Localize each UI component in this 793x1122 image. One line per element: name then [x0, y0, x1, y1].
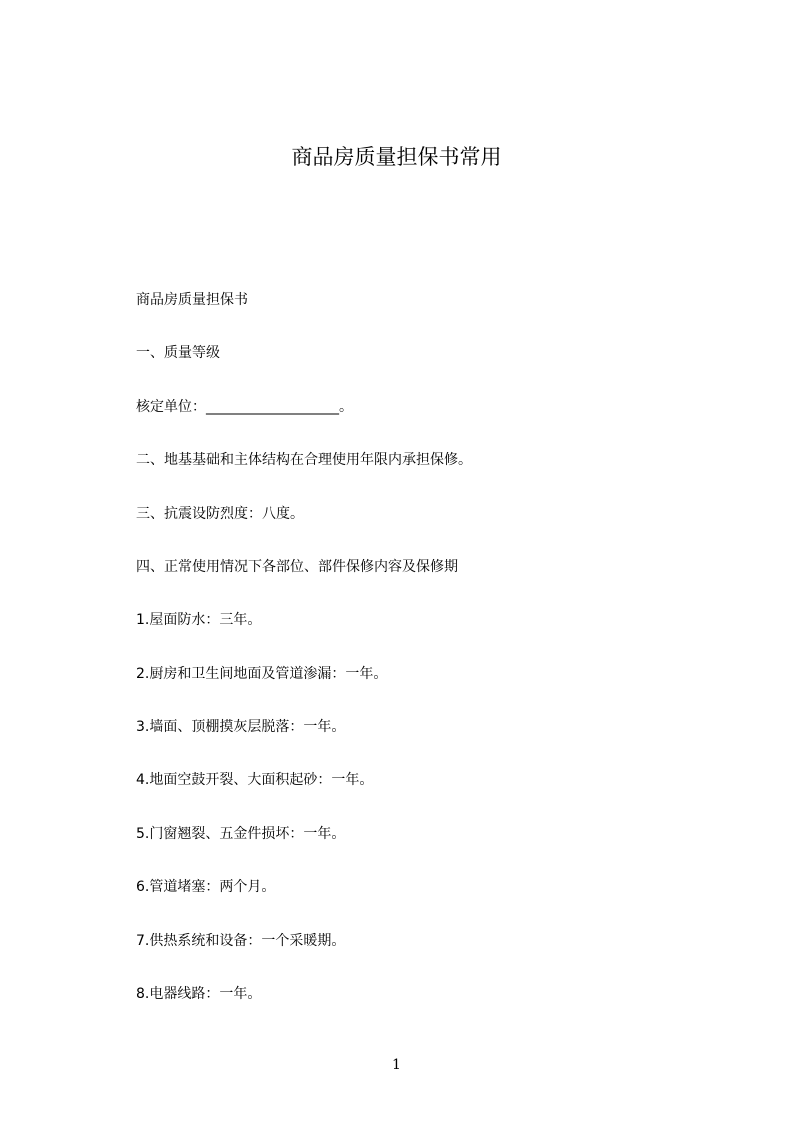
document-title: 商品房质量担保书常用 — [291, 145, 502, 169]
clause-warranty-heading: 四、正常使用情况下各部位、部件保修内容及保修期 — [136, 559, 458, 575]
clause-certifying-unit: 核定单位：___________________。 — [136, 399, 353, 415]
warranty-item: 8.电器线路：一年。 — [136, 986, 262, 1002]
warranty-item: 5.门窗翘裂、五金件损坏：一年。 — [136, 826, 346, 842]
warranty-item: 4.地面空鼓开裂、大面积起砂：一年。 — [136, 772, 374, 788]
section-heading: 商品房质量担保书 — [136, 292, 248, 308]
clause-seismic: 三、抗震设防烈度：八度。 — [136, 506, 304, 522]
warranty-item: 7.供热系统和设备：一个采暖期。 — [136, 933, 346, 949]
clause-quality-grade: 一、质量等级 — [136, 345, 220, 361]
warranty-item: 2.厨房和卫生间地面及管道渗漏：一年。 — [136, 666, 388, 682]
warranty-item: 6.管道堵塞：两个月。 — [136, 879, 276, 895]
page-number: 1 — [392, 1057, 401, 1073]
clause-foundation-structure: 二、地基基础和主体结构在合理使用年限内承担保修。 — [136, 452, 472, 468]
warranty-item: 3.墙面、顶棚摸灰层脱落：一年。 — [136, 719, 346, 735]
warranty-item: 1.屋面防水：三年。 — [136, 612, 262, 628]
